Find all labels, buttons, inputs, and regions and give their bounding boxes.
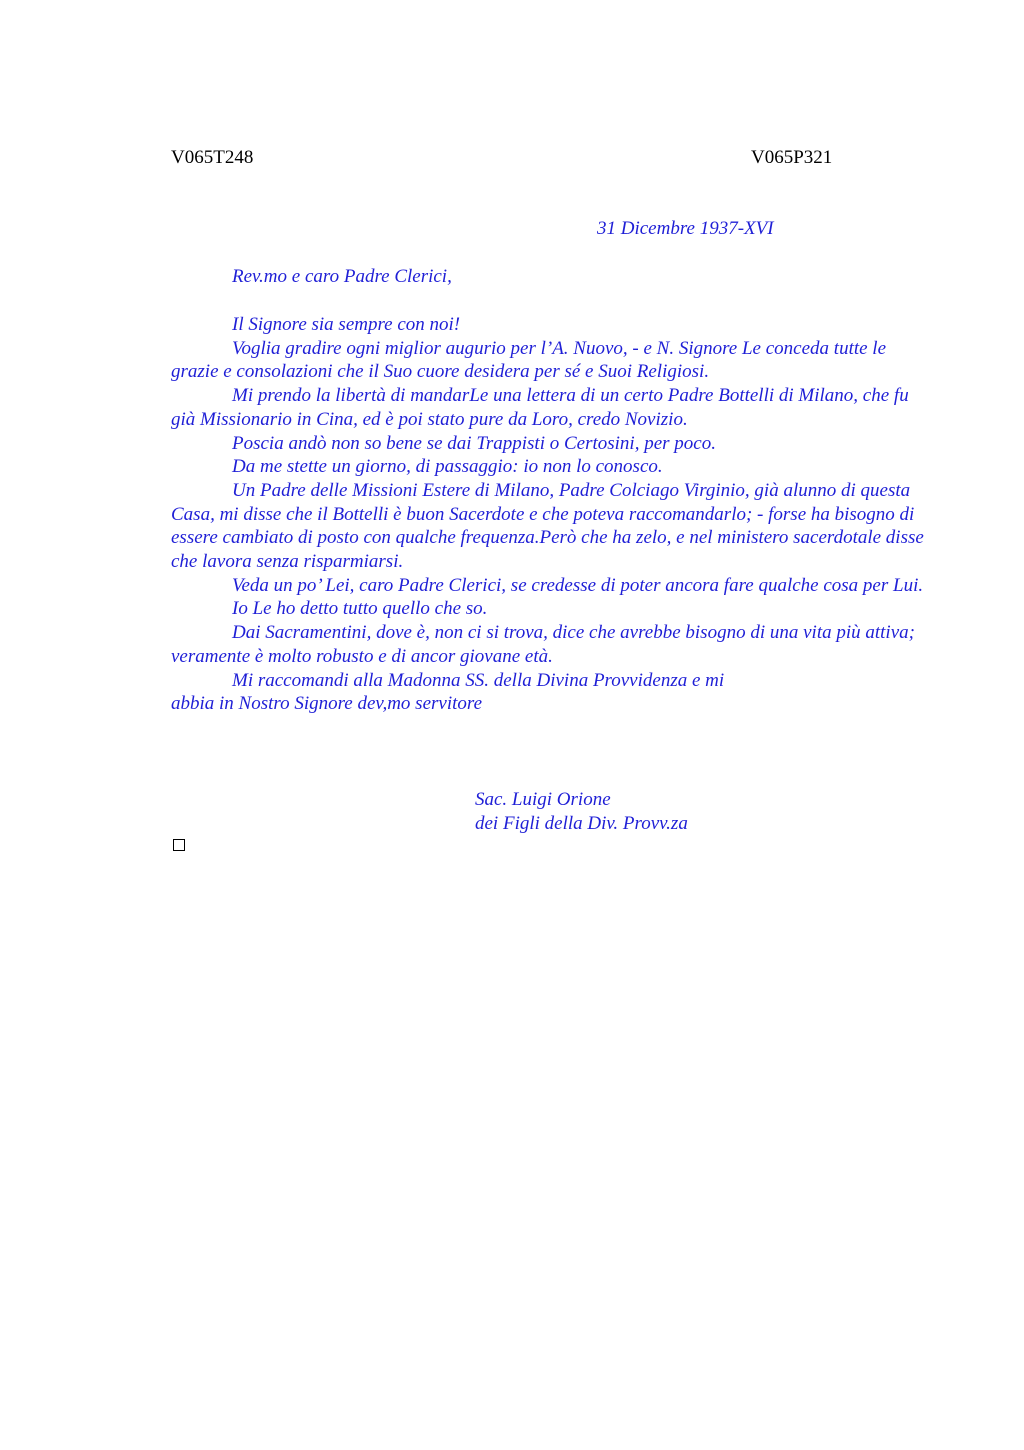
paragraph-new-year-wishes: Voglia gradire ogni miglior augurio per l’A. Nuovo, - e N. Signore Le conceda tutte le grazie e consolazioni che il Suo cuore desidera per sé e Suoi Religiosi. bbox=[171, 337, 887, 383]
paragraph-request: Veda un po’ Lei, caro Padre Clerici, se credesse di poter ancora fare qualche cosa per Lui. bbox=[232, 574, 924, 596]
paragraph-all-i-know: Io Le ho detto tutto quello che so. bbox=[232, 598, 488, 620]
signature-block bbox=[475, 788, 688, 836]
signature-title: dei Figli della Div. Provv.za bbox=[475, 813, 688, 834]
paragraph-closing-2: abbia in Nostro Signore dev,mo servitore bbox=[171, 693, 483, 715]
letter-body bbox=[171, 313, 931, 716]
signature-name: Sac. Luigi Orione bbox=[475, 789, 611, 810]
paragraph-passing-visit: Da me stette un giorno, di passaggio: io non lo conosco. bbox=[232, 456, 663, 478]
paragraph-greeting: Il Signore sia sempre con noi! bbox=[232, 314, 461, 335]
paragraph-letter-enclosed: Mi prendo la libertà di mandarLe una lettera di un certo Padre Bottelli di Milano, che fu già Missionario in Cina, ed è poi stato pure da Loro, credo Novizio. bbox=[171, 385, 909, 430]
paragraph-recommendation: Un Padre delle Missioni Estere di Milano, Padre Colciago Virginio, già alunno di questa Casa, mi disse che il Bottelli è buon Sacerdote e che poteva raccomandarlo; - forse ha bisogno di essere cambiato di posto con qualche frequenza.Però che ha zelo, e nel ministero sacerdotale disse che lavora senza risparmiarsi. bbox=[171, 479, 924, 573]
letter-salutation: Rev.mo e caro Padre Clerici, bbox=[232, 266, 452, 287]
document-code-right: V065P321 bbox=[751, 147, 833, 168]
paragraph-sacramentini: Dai Sacramentini, dove è, non ci si trova, dice che avrebbe bisogno di una vita più attiva; veramente è molto robusto e di ancor giovane età. bbox=[171, 622, 915, 667]
paragraph-trappists: Poscia andò non so bene se dai Trappisti o Certosini, per poco. bbox=[232, 432, 716, 454]
letter-date: 31 Dicembre 1937-XVI bbox=[597, 218, 774, 239]
document-code-left: V065T248 bbox=[171, 147, 254, 168]
paragraph-closing-1: Mi raccomandi alla Madonna SS. della Divina Provvidenza e mi bbox=[232, 669, 725, 691]
checkbox-square-icon bbox=[173, 839, 185, 851]
